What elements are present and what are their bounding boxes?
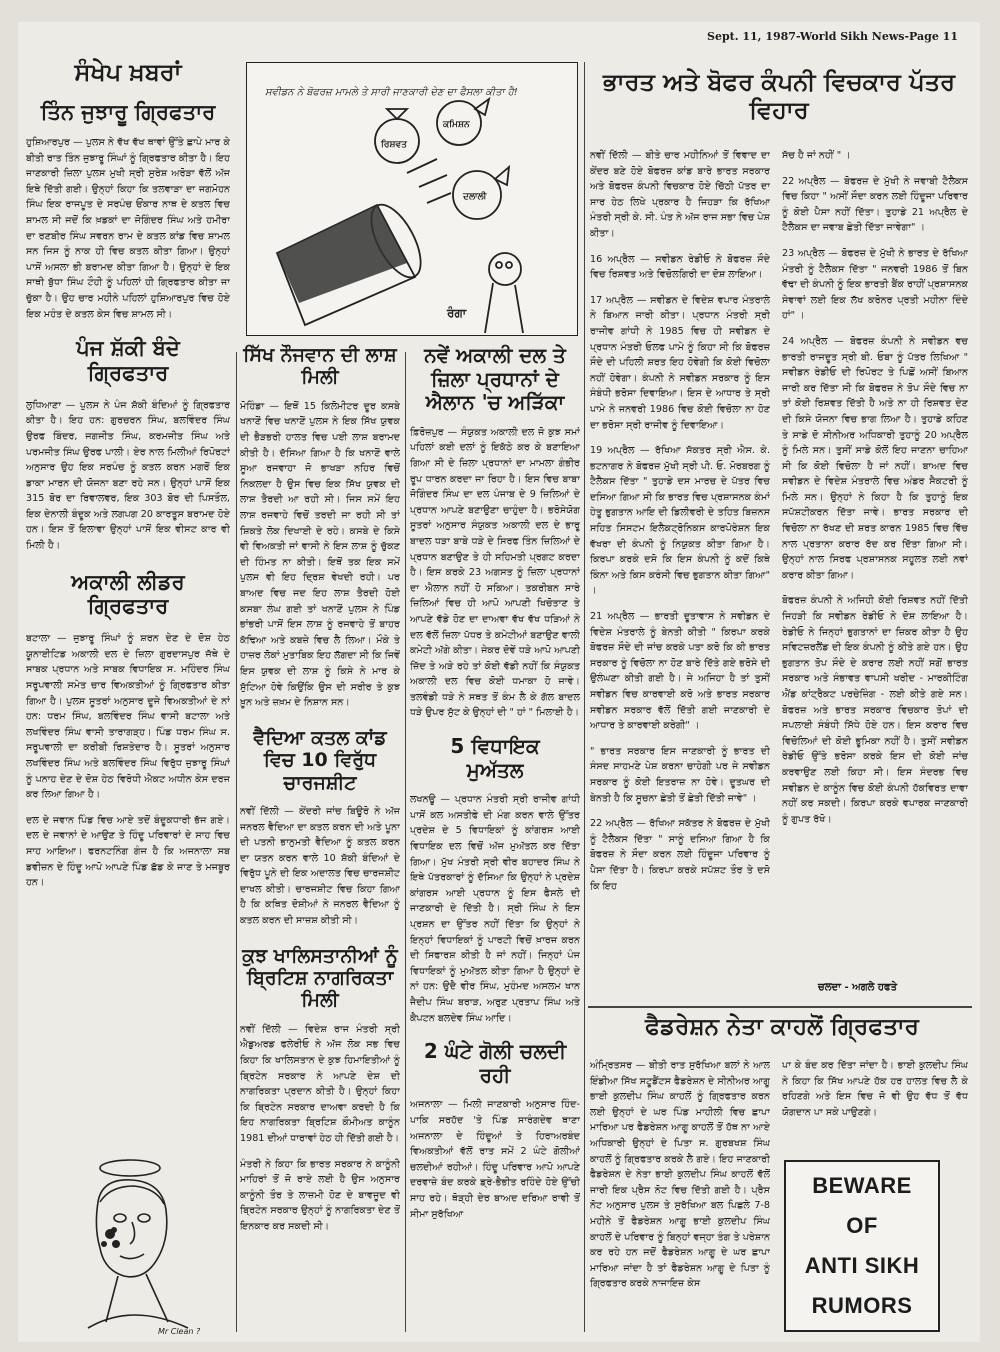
article-body: 16 ਅਪ੍ਰੈਲ — ਸਵੀਡਨ ਰੇਡੀਓ ਨੇ ਬੋਫਰਜ਼ ਸੌਦੇ ਵਿਚ ਰਿਸ਼ਵਤ ਅਤੇ ਵਿਚੋਲਗਿਰੀ ਦਾ ਦੋਸ਼ ਲਾਇਆ। — [590, 253, 770, 281]
article-head: ਸਿੱਖ ਨੌਜਵਾਨ ਦੀ ਲਾਸ਼ ਮਿਲੀ — [243, 344, 397, 389]
article-body: " ਭਾਰਤ ਸਰਕਾਰ ਇਸ ਜਾਣਕਾਰੀ ਨੂੰ ਭਾਰਤ ਦੀ ਸੰਸਦ ਸਾਹਮਣੇ ਪੇਸ਼ ਕਰਨਾ ਚਾਹੇਗੀ ਪਰ ਜੇ ਸਵੀਡਨ ਸਰਕਾਰ ਨੂੰ ਕੋਈ ਇਤਰਾਜ਼ ਨਾ ਹੋਵੇ। ਦੂਤਘਰ ਦੀ ਬੇਨਤੀ ਹੈ ਕਿ ਸੂਚਨਾ ਛੇਤੀ ਤੋਂ ਛੇਤੀ ਦਿੱਤੀ ਜਾਵੇ" । — [590, 745, 770, 804]
smudge-mark — [112, 1240, 120, 1248]
article-body: ਦਲ ਦੇ ਜਵਾਨ ਪਿੰਡ ਵਿਚ ਆਏ ਤਦੋਂ ਬੰਦੂਕਧਾਰੀ ਭੱਜ ਗਏ। ਦਲ ਦੇ ਜਵਾਨਾਂ ਦੇ ਆਉਣ ਤੇ ਹਿੰਦੂ ਪਰਿਵਾਰਾਂ ਦੇ ਸਾਹ ਵਿਚ ਸਾਹ ਆਇਆ। ਫਰਨਟਨਿੰਗ ਗੰਜ ਹੈ ਕਿ ਅਜਨਾਲਾ ਸਬ ਡਵੀਜ਼ਨ ਦੇ ਹਿੰਦੂ ਆਪੋ ਆਪਣੇ ਪਿੰਡ ਛੱਡ ਕੇ ਜਾਣ ਤੇ ਮਜਬੂਰ ਹਨ। — [26, 814, 230, 889]
cartoon-panel — [246, 62, 578, 336]
article-head: ਨਵੇਂ ਅਕਾਲੀ ਦਲ ਤੇ ਜ਼ਿਲਾ ਪ੍ਰਧਾਨਾਂ ਦੇ ਐਲਾਨ 'ਚ ਅੜਿੱਕਾ — [424, 344, 566, 415]
cartoon-caption: Mr Clean ? — [158, 1327, 201, 1336]
hair-shape — [100, 1186, 164, 1204]
section-title: ਸੰਖੇਪ ਖ਼ਬਰਾਂ — [74, 58, 182, 86]
beware-line: OF — [846, 1213, 878, 1238]
column-3 — [410, 344, 580, 1344]
article-body: ਬੋਫਰਜ਼ ਕੰਪਨੀ ਨੇ ਅਜਿਹੀ ਕੋਈ ਰਿਸ਼ਵਤ ਨਹੀਂ ਦਿੱਤੀ ਜਿਹੜੀ ਕਿ ਸਵੀਡਨ ਰੇਡੀਓ ਨੇ ਦੋਸ਼ ਲਾਇਆ ਹੈ। ਰੇਡੀਓ ਨੇ ਜਿਨ੍ਹਾਂ ਭੁਗਤਾਨਾਂ ਦਾ ਜ਼ਿਕਰ ਕੀਤਾ ਹੈ ਉਹ ਸਵਿਟਜ਼ਰਲੈਂਡ ਦੀ ਇਕ ਕੰਪਨੀ ਨੂੰ ਕੀਤੇ ਗਏ ਹਨ। ਉਹ ਭੁਗਤਾਨ ਤੋਪ ਸੌਦੇ ਦੇ ਕਰਾਰ ਲਈ ਨਹੀਂ ਸਗੋਂ ਭਾਰਤ ਸਰਕਾਰ ਅਤੇ ਸੰਭਾਵਤ ਵਾਪਸੀ ਖਰੀਦ - ਮਾਰਕੀਟਿੰਗ ਐਂਡ ਕਾਂਟ੍ਰੈਕਟ ਪਰਚੇਜ਼ਿੰਗ - ਲਈ ਕੀਤੇ ਗਏ ਸਨ। ਬੋਫਰਜ਼ ਅਤੇ ਭਾਰਤ ਸਰਕਾਰ ਵਿਚਕਾਰ ਤੋਪਾਂ ਦੀ ਸਪਲਾਈ ਸੰਬੰਧੀ ਸਿੱਧੇ ਹੋਏ ਹਨ। ਇਸ ਕਰਾਰ ਵਿਚ ਵਿਚੋਲਿਆਂ ਦੀ ਕੋਈ ਭੂਮਿਕਾ ਨਹੀਂ ਹੈ। ਤੁਸੀਂ ਸਵੀਡਨ ਰੇਡੀਓ ਉੱਤੇ ਭਰੋਸਾ ਕਰਕੇ ਇਸ ਦੀ ਕੋਈ ਜਾਂਚ ਕਰਵਾਉਣ ਲਈ ਕਿਹਾ ਸੀ। ਇਸ ਸੰਦਰਭ ਵਿਚ ਸਵੀਡਨ ਦੇ ਕਾਨੂੰਨ ਵਿਚ ਕੋਈ ਕੰਪਨੀ ਹੱਕਵਿਰਤ ਦਾਵਾ ਨਹੀਂ ਕਰ ਸਕਦੀ। ਕਿਰਪਾ ਕਰਕੇ ਵਪਾਰਕ ਜਾਣਕਾਰੀ ਨੂੰ ਗੁਪਤ ਰੱਖੋ। — [782, 595, 968, 825]
divider-line — [588, 1006, 972, 1008]
man-head — [489, 253, 521, 285]
article-body: ਮੋਹਿੰਡਾ — ਇਥੋਂ 15 ਕਿਲੋਮੀਟਰ ਦੂਰ ਕਸਬੇ ਖਨਾਣੋਂ ਵਿਚ ਖਨਾਣੋਂ ਪੁਲਸ ਨੇ ਇਕ ਸਿੱਖ ਯੁਵਕ ਦੀ ਭੈੜਭਰੀ ਹਾਲਤ ਵਿਚ ਪਈ ਲਾਸ਼ ਬਰਾਮਦ ਕੀਤੀ ਹੈ। ਦੱਸਿਆ ਗਿਆ ਹੈ ਕਿ ਖਨਾਣੋਂ ਵਾਲੇ ਸੂਆ ਰਜਵਾਹਾ ਜੋ ਭਾਖੜਾ ਨਹਿਰ ਵਿਚੋਂ ਨਿਕਲਦਾ ਹੈ ਉਸ ਵਿਚ ਇਕ ਸਿੱਖ ਯੁਵਕ ਦੀ ਲਾਸ਼ ਤੈਰਦੀ ਆ ਰਹੀ ਸੀ। ਜਿਸ ਸਮੇਂ ਇਹ ਲਾਸ਼ ਰਜਵਾਹੇ ਵਿਚੋਂ ਤਰਦੀ ਜਾ ਰਹੀ ਸੀ ਤਾਂ ਸ਼ਿਕਤੇ ਲੋਕ ਦਿਖਾਈ ਦੇ ਰਹੇ। ਕਸਬੇ ਦੇ ਕਿਸੇ ਵੀ ਵਿਅਕਤੀ ਜਾਂ ਵਾਸੀ ਨੇ ਇਸ ਲਾਸ਼ ਨੂੰ ਚੁੱਕਣ ਦੀ ਹਿੰਮਤ ਨਾ ਕੀਤੀ। ਇਥੋਂ ਤਕ ਇਕ ਸਮੇਂ ਪੁਲਸ ਵੀ ਇਹ ਦ੍ਰਿਸ਼ ਵੇਖਦੀ ਰਹੀ। ਪਰ ਬਾਅਦ ਵਿਚ ਜਦ ਇਹ ਲਾਸ਼ ਤੈਰਦੀ ਹੋਈ ਕਸਬਾ ਲੰਘ ਗਈ ਤਾਂ ਖਨਾਣੋਂ ਪੁਲਸ ਨੇ ਪਿੰਡ ਭਾਂਭਰੀ ਪਾਸੋਂ ਇਸ ਲਾਸ਼ ਨੂੰ ਰਜਵਾਹੇ ਤੋਂ ਬਾਹਰ ਕੱਢਿਆ ਅਤੇ ਕਬਜ਼ੇ ਵਿਚ ਲੈ ਲਿਆ। ਮੌਕੇ ਤੇ ਹਾਜ਼ਰ ਲੋਕਾਂ ਮੁਤਾਬਿਕ ਇਹ ਲੱਗਦਾ ਸੀ ਕਿ ਜਿਵੇਂ ਇਸ ਯੁਵਕ ਦੀ ਲਾਸ਼ ਨੂੰ ਕਿਸੇ ਨੇ ਮਾਰ ਕੇ ਸੁੱਟਿਆ ਹੋਵੇ ਕਿਉਂਕਿ ਉਸ ਦੀ ਸਰੀਰ ਤੇ ਕੁਝ ਖ਼ੂਨ ਅਤੇ ਜ਼ਖ਼ਮ ਦੇ ਨਿਸ਼ਾਨ ਸਨ। — [240, 400, 400, 709]
continued-note: ਚਲਦਾ - ਅਗਲੇ ਹਫਤੇ — [818, 982, 897, 993]
article-body: ਸੱਚ ਹੈ ਜਾਂ ਨਹੀਂ " । — [782, 150, 851, 161]
mouth-shape — [120, 1254, 144, 1259]
bag-label: ਕਮਿਸ਼ਨ — [443, 120, 470, 130]
collar-shape — [88, 1274, 188, 1328]
bag-label: ਦਲਾਲੀ — [463, 192, 487, 202]
article-body: ਅੰਮ੍ਰਿਤਸਰ — ਬੀਤੀ ਰਾਤ ਸੁਰੱਖਿਆ ਬਲਾਂ ਨੇ ਆਲ ਇੰਡੀਆ ਸਿੱਖ ਸਟੂਡੈਂਟਸ ਫੈਡਰੇਸ਼ਨ ਦੇ ਸੀਨੀਅਰ ਆਗੂ ਭਾਈ ਕੁਲਦੀਪ ਸਿੰਘ ਕਾਹਲੋਂ ਨੂੰ ਗ੍ਰਿਫਤਾਰ ਕਰਨ ਲਈ ਉਨ੍ਹਾਂ ਦੇ ਘਰ ਪਿੰਡ ਮਾਹੀਲੀ ਵਿਚ ਛਾਪਾ ਮਾਰਿਆ ਪਰ ਫੈਡਰੇਸ਼ਨ ਆਗੂ ਕਾਹਲੋਂ ਤੋਂ ਹੱਥ ਨਾ ਆਏ ਅਧਿਕਾਰੀ ਉਨ੍ਹਾਂ ਦੇ ਪਿਤਾ ਸ. ਗੁਰਬਖਸ਼ ਸਿੰਘ ਕਾਹਲੋਂ ਨੂੰ ਗ੍ਰਿਫਤਾਰ ਕਰਕੇ ਲੈ ਗਏ। ਇਹ ਜਾਣਕਾਰੀ ਫੈਡਰੇਸ਼ਨ ਦੇ ਨੇਤਾ ਭਾਈ ਕੁਲਦੀਪ ਸਿੰਘ ਕਾਹਲੋਂ ਵੱਲੋਂ ਜਾਰੀ ਇਕ ਪ੍ਰੈਸ ਨੋਟ ਵਿਚ ਦਿੱਤੀ ਗਈ ਹੈ। ਪ੍ਰੈਸ ਨੋਟ ਅਨੁਸਾਰ ਪੁਲਸ ਤੇ ਸੁਰੱਖਿਆ ਬਲ ਪਿਛਲੇ 7-8 ਮਹੀਨੇ ਤੋਂ ਫੈਡਰੇਸ਼ਨ ਆਗੂ ਭਾਈ ਕੁਲਦੀਪ ਸਿੰਘ ਕਾਹਲੋਂ ਦੇ ਪਰਿਵਾਰ ਨੂੰ ਬਿਨ੍ਹਾਂ ਵਜ੍ਹਾ ਤੰਗ ਤੇ ਪਰੇਸ਼ਾਨ ਕਰ ਰਹੇ ਹਨ ਜਦੋਂ ਫੈਡਰੇਸ਼ਨ ਆਗੂ ਦੇ ਘਰ ਛਾਪਾ ਮਾਰਿਆ ਜਾਂਦਾ ਹੈ ਤਾਂ ਫੈਡਰੇਸ਼ਨ ਆਗੂ ਦੇ ਪਿਤਾ ਨੂੰ ਗ੍ਰਿਫਤਾਰ ਕਰਕੇ ਨਾਜਾਇਜ਼ ਕੇਸ — [590, 1060, 770, 1290]
article-body: 17 ਅਪ੍ਰੈਲ — ਸਵੀਡਨ ਦੇ ਵਿਦੇਸ਼ ਵਪਾਰ ਮੰਤਰਾਲੇ ਨੇ ਬਿਆਨ ਜਾਰੀ ਕੀਤਾ। ਪ੍ਰਧਾਨ ਮੰਤਰੀ ਸ੍ਰੀ ਰਾਜੀਵ ਗਾਂਧੀ ਨੇ 1985 ਵਿਚ ਹੀ ਸਵੀਡਨ ਦੇ ਪ੍ਰਧਾਨ ਮੰਤਰੀ ਓਲਫ ਪਾਮੇ ਨੂੰ ਕਿਹਾ ਸੀ ਕਿ ਬੋਫਰਜ਼ ਸੌਦੇ ਦੀ ਪਹਿਲੀ ਸ਼ਰਤ ਇਹ ਹੋਵੇਗੀ ਕਿ ਕੋਈ ਵਿਚੋਲਾ ਨਹੀਂ ਹੋਵੇਗਾ। ਕੰਪਨੀ ਨੇ ਸਵੀਡਨ ਸਰਕਾਰ ਨੂੰ ਇਸ ਸੰਬੰਧੀ ਭਰੋਸਾ ਦਿਵਾਇਆ। ਇਸ ਦੇ ਆਧਾਰ ਤੇ ਸ੍ਰੀ ਪਾਮੇ ਨੇ ਜਨਵਰੀ 1986 ਵਿਚ ਕੋਈ ਵਿਚੋਲਾ ਨਾ ਹੋਣ ਦਾ ਭਰੋਸਾ ਸ੍ਰੀ ਰਾਜੀਵ ਨੂੰ ਦਿਵਾਇਆ। — [590, 294, 770, 431]
column-rule — [584, 62, 585, 1332]
column-4c — [590, 1058, 770, 1338]
article-body: ਨਵੀਂ ਦਿੱਲੀ — ਵਿਦੇਸ਼ ਰਾਜ ਮੰਤਰੀ ਸ੍ਰੀ ਐਡੁਅਰਡ ਫਲੇਰੀਓ ਨੇ ਅੱਜ ਲੋਕ ਸਭ ਵਿਚ ਕਿਹਾ ਕਿ ਖਾਲਿਸਤਾਨ ਦੇ ਕੁਝ ਹਿਮਾਇਤੀਆਂ ਨੂੰ ਬ੍ਰਿਟੇਨ ਸਰਕਾਰ ਨੇ ਆਪਣੇ ਦੇਸ਼ ਦੀ ਨਾਗਰਿਕਤਾ ਪ੍ਰਦਾਨ ਕੀਤੀ ਹੈ। ਉਨ੍ਹਾਂ ਕਿਹਾ ਕਿ ਬ੍ਰਿਟੇਨ ਸਰਕਾਰ ਦਾਅਵਾ ਕਰਦੀ ਹੈ ਕਿ ਇਹ ਨਾਗਰਿਕਤਾ ਬ੍ਰਿਟਿਸ਼ ਕੌਮੀਅਤ ਕਾਨੂੰਨ 1981 ਦੀਆਂ ਧਾਰਾਵਾਂ ਹੇਠ ਹੀ ਦਿੱਤੀ ਗਈ ਹੈ। — [240, 1023, 400, 1145]
running-head: Sept. 11, 1987-World Sikh News-Page 11 — [707, 30, 958, 43]
cartoon-caption: ਸਵੀਡਨ ਨੇ ਬੋਫਰਜ਼ ਮਾਮਲੇ ਤੇ ਸਾਰੀ ਜਾਣਕਾਰੀ ਦੇਣ ਦਾ ਫੈਸਲਾ ਕੀਤਾ ਹੈ! — [265, 87, 518, 98]
article-body: ਨਵੀਂ ਦਿੱਲੀ — ਬੀਤੇ ਚਾਰ ਮਹੀਨਿਆਂ ਤੋਂ ਵਿਵਾਦ ਦਾ ਕੇਂਦਰ ਬਣੇ ਹੋਏ ਬੋਫਰਜ਼ ਕਾਂਡ ਬਾਰੇ ਭਾਰਤ ਸਰਕਾਰ ਅਤੇ ਬੋਫਰਜ਼ ਕੰਪਨੀ ਵਿਚਕਾਰ ਹੋਏ ਚਿੱਠੀ ਪੱਤਰ ਦਾ ਸਾਰ ਹੇਠ ਲਿਖੇ ਪ੍ਰਕਾਰ ਹੈ ਜਿਹੜਾ ਕਿ ਰੱਖਿਆ ਮੰਤਰੀ ਸ੍ਰੀ ਕੇ. ਸੀ. ਪੰਤ ਨੇ ਅੱਜ ਰਾਜ ਸਭਾ ਵਿਚ ਪੇਸ਼ ਕੀਤਾ। — [590, 150, 770, 239]
article-body: ਮੰਤਰੀ ਨੇ ਕਿਹਾ ਕਿ ਭਾਰਤ ਸਰਕਾਰ ਨੇ ਕਾਨੂੰਨੀ ਮਾਹਿਰਾਂ ਤੋਂ ਜੋ ਰਾਏ ਲਈ ਹੈ ਉਸ ਅਨੁਸਾਰ ਕਾਨੂੰਨੀ ਤੌਰ ਤੇ ਲਾਜ਼ਮੀ ਹੋਣ ਦੇ ਬਾਵਜੂਦ ਵੀ ਬ੍ਰਿਟੇਨ ਸਰਕਾਰ ਉਨ੍ਹਾਂ ਨੂੰ ਨਾਗਰਿਕਤਾ ਦੇਣ ਤੋਂ ਇਨਕਾਰ ਕਰ ਸਕਦੀ ਸੀ। — [240, 1158, 400, 1232]
halo-shape — [100, 1160, 160, 1176]
cartoon-drawing — [247, 63, 577, 335]
man-eye — [506, 262, 512, 268]
article-head: 5 ਵਿਧਾਇਕ ਮੁਅੱਤਲ — [450, 734, 540, 782]
column-rule — [405, 352, 406, 1332]
man-eye — [496, 262, 502, 268]
article-head: ਫੈਡਰੇਸ਼ਨ ਨੇਤਾ ਕਾਹਲੋਂ ਗ੍ਰਿਫਤਾਰ — [645, 1014, 919, 1040]
cartoonist-signature: ਰੰਗਾ — [447, 306, 467, 320]
article-body: 24 ਅਪ੍ਰੈਲ — ਬੋਫਰਜ਼ ਕੰਪਨੀ ਨੇ ਸਵੀਡਨ ਵਚ ਭਾਰਤੀ ਰਾਜਦੂਤ ਸ੍ਰੀ ਬੀ. ਓਬਾ ਨੂੰ ਪੱਤਰ ਲਿਖਿਆ " ਸਵੀਡਨ ਰੇਡੀਓ ਦੀ ਰਿਪੋਰਟ ਤੇ ਪਿਛੋਂ ਅਸੀਂ ਬਿਆਨ ਜਾਰੀ ਕਰ ਦਿੱਤਾ ਸੀ ਕਿ ਬੋਫਰਜ਼ ਨੇ ਤੋਪ ਸੌਦੇ ਵਿਚ ਨਾ ਤਾਂ ਕੋਈ ਰਿਸ਼ਵਤ ਦਿੱਤੀ ਹੈ ਅਤੇ ਨਾ ਹੀ ਰਿਸ਼ਵਤ ਦੇਣ ਦੀ ਕਿਸੇ ਯੋਜਨਾ ਵਿਚ ਭਾਗ ਲਿਆ ਹੈ। ਤੁਹਾਡੇ ਕਹਿਣ ਤੇ ਸਾਡੇ ਦੋ ਸੀਨੀਅਰ ਅਧਿਕਾਰੀ ਤੁਹਾਨੂੰ 20 ਅਪ੍ਰੈਲ ਨੂੰ ਮਿਲੇ ਸਨ। ਤੁਸੀਂ ਸਾਡੇ ਕੋਲੋਂ ਇਹ ਜਾਣਨਾ ਚਾਹਿਆ ਸੀ ਕਿ ਕੋਈ ਵਿਚੋਲਾ ਹੈ ਜਾਂ ਨਹੀਂ। ਬਾਅਦ ਵਿਚ ਸਵੀਡਨ ਦੇ ਵਿਦੇਸ਼ ਮੰਤਰਾਲੇ ਵਿਚ ਅੰਡਰ ਸੈਕਟਰੀ ਨੂੰ ਮਿਲੇ ਸਨ। ਉਨ੍ਹਾਂ ਨੇ ਕਿਹਾ ਹੈ ਕਿ ਤੁਹਾਨੂੰ ਇਕ ਸਪੱਸ਼ਟੀਕਰਨ ਦਿੱਤਾ ਜਾਵੇ। ਭਾਰਤ ਸਰਕਾਰ ਦੀ ਵਿਚੋਲਾ ਨਾ ਰੱਖਣ ਦੀ ਸ਼ਰਤ ਕਾਰਨ 1985 ਵਿਚ ਵਿੱਚ ਨਾਲ ਪ੍ਰਤਾਨਾ ਕਰਾਰ ਰੱਦ ਕਰ ਦਿੱਤਾ ਗਿਆ ਸੀ। ਉਨ੍ਹਾਂ ਨਾਲ ਸਿਰਫ ਪ੍ਰਸ਼ਾਸਨਕ ਸਹੂਲਤ ਲਈ ਨਵਾਂ ਕਰਾਰ ਕੀਤਾ ਗਿਆ। — [782, 335, 968, 581]
article-head: ਪੰਜ ਸ਼ੱਕੀ ਬੰਦੇ ਗ੍ਰਿਫਤਾਰ — [76, 336, 180, 385]
beware-line: RUMORS — [811, 1293, 913, 1318]
column-2 — [240, 344, 400, 1344]
motion-lines — [407, 159, 451, 203]
article-body: ਹੁਸ਼ਿਆਰਪੁਰ — ਪੁਲਸ ਨੇ ਵੱਖ ਵੱਖ ਥਾਵਾਂ ਉੱਤੇ ਛਾਪੇ ਮਾਰ ਕੇ ਬੀਤੀ ਰਾਤ ਤਿੰਨ ਜੁਝਾਰੂ ਸਿੰਘਾਂ ਨੂੰ ਗ੍ਰਿਫਤਾਰ ਕੀਤਾ ਹੈ। ਇਹ ਜਾਣਕਾਰੀ ਜ਼ਿਲਾ ਪੁਲਸ ਮੁਖੀ ਸ੍ਰੀ ਸੁਰੇਸ਼ ਅਰੋੜਾ ਵੱਲੋਂ ਅੱਜ ਇਥੇ ਦਿੱਤੀ ਗਈ। ਉਨ੍ਹਾਂ ਕਿਹਾ ਕਿ ਤਲਵਾੜਾ ਦਾ ਜਗਮੋਹਨ ਸਿੰਘ ਇਕ ਰਾਜਪੂਤ ਦੇ ਸਰਪੰਚ ਓਂਕਾਰ ਨਾਥ ਦੇ ਕਤਲ ਵਿਚ ਸ਼ਾਮਲ ਸੀ ਜਦੋਂ ਕਿ ਖ਼ਡਕਾਂ ਦਾ ਜੋਗਿੰਦਰ ਸਿੰਘ ਅਤੇ ਹਮੀਰਾ ਦਾ ਰਣਬੀਰ ਸਿੰਘ ਸਵਰਨ ਰਾਮ ਦੇ ਕਤਲ ਕਾਂਡ ਵਿਚ ਸ਼ਾਮਲ ਸਨ ਜਿਸ ਨੂੰ ਨਾਕ ਹੀ ਵਿਚ ਕਤਲ ਕੀਤਾ ਗਿਆ। ਉਨ੍ਹਾਂ ਪਾਸੋਂ ਅਸਲਾ ਭੀ ਬਰਾਮਦ ਕੀਤਾ ਗਿਆ ਹੈ। ਉਨ੍ਹਾਂ ਦੇ ਇਕ ਸਾਥੀ ਬੁੱਧਾ ਸਿੰਘ ਟੌਹੀ ਨੂੰ ਪਹਿਲਾਂ ਹੀ ਗ੍ਰਿਫਤਾਰ ਕੀਤਾ ਜਾ ਚੁੱਕਾ ਹੈ। ਉਹ ਚਾਰ ਮਹੀਨੇ ਪਹਿਲਾਂ ਹੁਸ਼ਿਆਰਪੁਰ ਵਿਚ ਹੋਏ ਇਕ ਮਹੰਤ ਦੇ ਕਤਲ ਕੇਸ ਵਿਚ ਸ਼ਾਮਲ ਸੀ। — [26, 137, 230, 320]
bag-label: ਰਿਸ਼ਵਤ — [381, 140, 407, 150]
article-body: ਪਾ ਕੇ ਬੰਦ ਕਰ ਦਿੱਤਾ ਜਾਂਦਾ ਹੈ। ਭਾਈ ਕੁਲਦੀਪ ਸਿੰਘ ਨੇ ਕਿਹਾ ਕਿ ਸਿੱਖ ਆਪਣੇ ਹੱਕ ਹਰ ਹਾਲਤ ਵਿਚ ਲੈ ਕੇ ਰਹਿਣਗੇ ਅਤੇ ਇਸ ਵਿਚ ਜੋ ਵੀ ਉਹ ਵੱਧ ਤੋਂ ਵੱਧ ਯੋਗਦਾਨ ਪਾ ਸਕੇ ਪਾਉਣਗੇ। — [782, 1060, 968, 1118]
article-body: 22 ਅਪ੍ਰੈਲ — ਰੱਖਿਆ ਸਕੱਤਰ ਨੇ ਬੋਫਰਜ਼ ਦੇ ਮੁੱਖੀ ਨੂੰ ਟੈਲੈਕਸ ਦਿੱਤਾ " ਸਾਨੂੰ ਦਸਿਆ ਗਿਆ ਹੈ ਕਿ ਬੋਫਰਜ਼ ਨੇ ਸੌਦਾ ਕਰਨ ਲਈ ਹਿੰਦੂਜਾ ਪਰਿਵਾਰ ਨੂੰ ਪੈਸਾ ਦਿੱਤਾ ਹੈ। ਕਿਰਪਾ ਕਰਕੇ ਸਪੱਸ਼ਟ ਤੌਰ ਤੇ ਦਸੋ ਕਿ ਇਹ — [590, 818, 770, 892]
beware-line: BEWARE — [812, 1173, 912, 1198]
article-body: ਅਜਨਾਲਾ — ਮਿਲੀ ਜਾਣਕਾਰੀ ਅਨੁਸਾਰ ਹਿੰਦ-ਪਾਕਿ ਸਰਹੱਦ 'ਤੇ ਪਿੰਡ ਸਾਰੰਗਦੇਵ ਥਾਣਾ ਅਜਨਾਲਾ ਦੇ ਹਿੰਦੂਆਂ ਤੇ ਹਿਰਾਅਰਬੰਦ ਵਿਅਕਤੀਆਂ ਵੱਲੋਂ ਰਾਤ ਸਮੇਂ 2 ਘੰਟੇ ਗੋਲੀਆਂ ਚਲਦੀਆਂ ਰਹੀਆਂ। ਹਿੰਦੂ ਪਰਿਵਾਰ ਆਪੋ ਆਪਣੇ ਦਰਵਾਜ਼ੇ ਬੰਦ ਕਰਕੇ ਡ੍ਰੇ-ਭੈਭੀਤ ਰਹਿੰਦੇ ਹੋਏ ਉੱਚੀ ਸਾਹ ਰਹੇ। ਥੋੜ੍ਹੀ ਦੇਰ ਬਾਅਦ ਦਰਿਆ ਰਾਵੀ ਤੋਂ ਸੀਮਾ ਸੁਰੱਖਿਆ — [410, 1099, 580, 1220]
column-4b — [782, 148, 968, 1018]
smudge-mark — [101, 1241, 107, 1247]
column-4a — [590, 148, 770, 1018]
article-body: ਲਖਨਊ — ਪ੍ਰਧਾਨ ਮੰਤਰੀ ਸ੍ਰੀ ਰਾਜੀਵ ਗਾਂਧੀ ਪਾਸੋਂ ਕਲ ਅਸਤੀਫੇ ਦੀ ਮੰਗ ਕਰਨ ਵਾਲੇ ਉੱਤਰ ਪ੍ਰਦੇਸ਼ ਦੇ 5 ਵਿਧਾਇਕਾਂ ਨੂੰ ਕਾਂਗਰਸ ਆਈ ਵਿਧਾਇਕ ਦਲ ਵਿਚੋਂ ਅੱਜ ਮੁਅੱਤਲ ਕਰ ਦਿੱਤਾ ਗਿਆ। ਮੁੱਖ ਮੰਤਰੀ ਸ੍ਰੀ ਵੀਰ ਬਹਾਦਰ ਸਿੰਘ ਨੇ ਇਥੇ ਪੱਤਰਕਾਰਾਂ ਨੂੰ ਦੱਸਿਆ ਕਿ ਉਨ੍ਹਾਂ ਨੇ ਪ੍ਰਦੇਸ਼ ਕਾਂਗਰਸ ਆਈ ਪ੍ਰਧਾਨ ਨੂੰ ਇਸ ਫੈਸਲੇ ਦੀ ਜਾਣਕਾਰੀ ਦੇ ਦਿੱਤੀ ਹੈ। ਸ੍ਰੀ ਸਿੰਘ ਨੇ ਇਸ ਪ੍ਰਸ਼ਨ ਦਾ ਉੱਤਰ ਨਹੀਂ ਦਿੱਤਾ ਕਿ ਉਨ੍ਹਾਂ ਨੇ ਇਨ੍ਹਾਂ ਵਿਧਾਇਕਾਂ ਨੂੰ ਪਾਰਟੀ ਵਿਚੋਂ ਖ਼ਾਰਜ ਕਰਨ ਦੀ ਸਿਫਾਰਸ਼ ਕੀਤੀ ਹੈ ਜਾਂ ਨਹੀਂ। ਜਿਨ੍ਹਾਂ ਪੰਜ ਵਿਧਾਇਕਾਂ ਨੂੰ ਮੁਅੱਤਲ ਕੀਤਾ ਗਿਆ ਹੈ ਉਨ੍ਹਾਂ ਦੇ ਨਾਂ ਹਨ: ਉਦੈ ਵੀਰ ਸਿੰਘ, ਮੁਹੰਮਦ ਅਸਲਮ ਖਾਨ ਜੈਦੀਪ ਸਿੰਘ ਬਰਾੜ, ਅਰੁਣ ਪ੍ਰਤਾਪ ਸਿੰਘ ਅਤੇ ਕੈਪਟਨ ਬਲਦੇਵ ਸਿੰਘ ਆਦਿ। — [410, 794, 580, 1024]
article-body: 22 ਅਪ੍ਰੈਲ — ਬੋਫਰਜ਼ ਦੇ ਮੁੱਖੀ ਨੇ ਜਵਾਬੀ ਟੈਲੈਕਸ ਵਿਚ ਕਿਹਾ " ਅਸੀਂ ਸੌਦਾ ਕਰਨ ਲਈ ਹਿੰਦੂਜਾ ਪਰਿਵਾਰ ਨੂੰ ਕੋਈ ਪੈਸਾ ਨਹੀਂ ਦਿੱਤਾ। ਤੁਹਾਡੇ 21 ਅਪ੍ਰੈਲ ਦੇ ਟੈਲੈਕਸ ਦਾ ਜਵਾਬ ਛੇਤੀ ਦਿੱਤਾ ਜਾਵੇਗਾ" । — [782, 175, 968, 234]
article-head: ਅਕਾਲੀ ਲੀਡਰ ਗ੍ਰਿਫਤਾਰ — [71, 569, 185, 619]
article-head: 2 ਘੰਟੇ ਗੋਲੀ ਚਲਦੀ ਰਹੀ — [423, 1039, 567, 1087]
nose-shape — [130, 1222, 135, 1244]
newspaper-page — [18, 22, 980, 1342]
column-1 — [26, 58, 230, 1148]
article-body: 23 ਅਪ੍ਰੈਲ — ਬੋਫਰਜ਼ ਦੇ ਮੁੱਖੀ ਨੇ ਭਾਰਤ ਦੇ ਰੱਖਿਆ ਮੰਤਰੀ ਨੂੰ ਟੈਲੈਕਸ ਦਿੱਤਾ " ਜਨਵਰੀ 1986 ਤੋਂ ਬਿਨ ਵੱਢਾ ਦੀ ਕੰਪਨੀ ਨੂੰ ਇਕ ਭਾਰਤੀ ਬੈਂਕ ਰਾਹੀਂ ਪ੍ਰਸ਼ਾਸਨਕ ਸੇਵਾਵਾਂ ਲਈ ਇਕ ਲੱਖ ਕਰੋਨਰ ਪ੍ਰਤੀ ਮਹੀਨਾ ਦਿੰਦੇ ਹਾਂ" । — [782, 247, 968, 322]
bag-tie — [387, 109, 407, 119]
article-body: 21 ਅਪ੍ਰੈਲ — ਭਾਰਤੀ ਦੂਤਾਵਾਸ ਨੇ ਸਵੀਡਨ ਦੇ ਵਿਦੇਸ਼ ਮੰਤਰਾਲੇ ਨੂੰ ਬੇਨਤੀ ਕੀਤੀ " ਕਿਰਪਾ ਕਰਕੇ ਬੋਫਰਜ਼ ਸੌਦੇ ਦੀ ਜਾਂਚ ਕਰਕੇ ਪਤਾ ਕਰੋ ਕਿ ਕੀ ਭਾਰਤ ਸਰਕਾਰ ਨੂੰ ਵਿਚੋਲਾ ਨਾ ਹੋਣ ਬਾਰੇ ਦਿੱਤੇ ਗਏ ਭਰੋਸੇ ਦੀ ਉਲੰਘਣਾ ਕੀਤੀ ਗਈ ਹੈ। ਜੇ ਅਜਿਹਾ ਹੈ ਤਾਂ ਤੁਸੀਂ ਸਵੀਡਨ ਵਿਚ ਕਾਰਵਾਈ ਕਰੋ ਅਤੇ ਭਾਰਤ ਸਰਕਾਰ ਸਵੀਡਨ ਸਰਕਾਰ ਵੱਲੋਂ ਦਿੱਤੀ ਗਈ ਜਾਣਕਾਰੀ ਦੇ ਆਧਾਰ ਤੇ ਕਾਰਵਾਈ ਕਰੇਗੀ" । — [590, 611, 770, 732]
article-head: ਵੈਦਿਆ ਕਤਲ ਕਾਂਡ ਵਿਚ 10 ਵਿਰੁੱਧ ਚਾਰਜਸ਼ੀਟ — [253, 726, 387, 794]
man-body — [485, 283, 523, 333]
bag-tie — [475, 99, 489, 115]
article-body: ਫ਼ਿਰੋਜ਼ਪੁਰ — ਸੰਯੁਕਤ ਅਕਾਲੀ ਦਲ ਜੋ ਕੁਝ ਸਮਾਂ ਪਹਿਲਾਂ ਕਈ ਦਲਾਂ ਨੂੰ ਇਕੱਠੇ ਕਰ ਕੇ ਬਣਾਇਆ ਗਿਆ ਸੀ ਦੇ ਜ਼ਿਲਾ ਪ੍ਰਧਾਨਾਂ ਦਾ ਮਾਮਲਾ ਗੰਭੀਰ ਰੂਪ ਧਾਰਨ ਕਰਦਾ ਜਾ ਰਿਹਾ ਹੈ। ਇਸ ਵਿਚ ਬਾਬਾ ਜੋਗਿੰਦਰ ਸਿੰਘ ਦਾ ਦਲ ਪੰਜਾਬ ਦੇ 9 ਜ਼ਿਲਿਆਂ ਦੇ ਪ੍ਰਧਾਨ ਆਪਣੇ ਬਣਾਉਣਾ ਚਾਹੁੰਦਾ ਹੈ। ਭਰੋਸੇਯੋਗ ਸੂਤਰਾਂ ਅਨੁਸਾਰ ਸੰਯੁਕਤ ਅਕਾਲੀ ਦਲ ਦੇ ਭਾਰੂ ਬਾਦਲ ਧੜਾ ਬਾਬੇ ਧੜੇ ਦੇ ਸਿਰਫ ਤਿੰਨ ਜ਼ਿਲਿਆਂ ਦੇ ਪ੍ਰਧਾਨ ਬਣਾਉਣ ਤੇ ਹੀ ਸਹਿਮਤੀ ਪ੍ਰਗਟ ਕਰਦਾ ਹੈ। ਇਸ ਕਰਕੇ 23 ਅਗਸਤ ਨੂੰ ਜ਼ਿਲਾ ਪ੍ਰਧਾਨਾਂ ਦਾ ਐਲਾਨ ਨਹੀਂ ਹੋ ਸਕਿਆ। ਤਕਰੀਬਨ ਸਾਰੇ ਜ਼ਿਲਿਆਂ ਵਿਚ ਹੀ ਆਪੋ ਆਪਣੀ ਖਿਚੋਤਾਣ ਤੇ ਆਪਣੇ ਵੱਡੇ ਹੋਣ ਦਾ ਦਾਅਵਾ ਵੱਖ ਵੱਖ ਧੜਿਆਂ ਨੇ ਦਲ ਵੱਲੋਂ ਜ਼ਿਲਾ ਪੱਧਰ ਤੇ ਕਮੇਟੀਆਂ ਬਣਾਉਣ ਵਾਲੀ ਕਮੇਟੀ ਅੱਗੇ ਕੀਤਾ। ਜੇਕਰ ਦੋਵੇਂ ਧੜੇ ਆਪੋ ਆਪਣੀ ਜ਼ਿੱਦ ਤੇ ਅੜੇ ਰਹੇ ਤਾਂ ਕੋਈ ਵੱਡੀ ਨਹੀਂ ਕਿ ਸੰਯੁਕਤ ਅਕਾਲੀ ਦਲ ਵਿਚ ਕੋਈ ਧਮਾਕਾ ਹੋ ਜਾਵੇ। ਤਲਵੰਡੀ ਧੜੇ ਨੇ ਸਥਤ ਤੋਂ ਕੰਮ ਲੈ ਕੇ ਗੱਲ ਬਾਦਲ ਧੜੇ ਉਪਰ ਸੁੱਟ ਕੇ ਉਨ੍ਹਾਂ ਦੀ " ਹਾਂ " ਮਿਲਾਈ ਹੈ। — [410, 426, 580, 719]
article-head: ਕੁਝ ਖਾਲਿਸਤਾਨੀਆਂ ਨੂੰ ਬ੍ਰਿਟਿਸ਼ ਨਾਗਰਿਕਤਾ ਮਿਲੀ — [242, 944, 398, 1012]
beware-notice-box — [784, 1160, 940, 1332]
article-body: ਬਟਾਲਾ — ਜੁਝਾਰੂ ਸਿੰਘਾਂ ਨੂੰ ਸ਼ਰਨ ਦੇਣ ਦੇ ਦੋਸ਼ ਹੇਠ ਯੂਨਾਈਟਿਡ ਅਕਾਲੀ ਦਲ ਦੇ ਜ਼ਿਲਾ ਗੁਰਦਾਸਪੁਰ ਜੱਥੇ ਦੇ ਸਾਬਕ ਪ੍ਰਧਾਨ ਅਤੇ ਸਾਬਕ ਵਿਧਾਇਕ ਸ. ਮਹਿੰਦਰ ਸਿੰਘ ਸਰੂਪਵਾਲੀ ਸਮੇਤ ਚਾਰ ਵਿਅਕਤੀਆਂ ਨੂੰ ਗ੍ਰਿਫਤਾਰ ਕੀਤਾ ਗਿਆ ਹੈ। ਪੁਲਸ ਸੂਤਰਾਂ ਅਨੁਸਾਰ ਦੂਜੇ ਵਿਅਕਤੀਆਂ ਦੇ ਨਾਂ ਹਨ: ਧਰਮ ਸਿੰਘ, ਬਲਵਿੰਦਰ ਸਿੰਘ ਵਾਸੀ ਬਟਾਲਾ ਅਤੇ ਲਖਵਿੰਦਰ ਸਿੰਘ ਵਾਸੀ ਤਾਰਾਗੜ੍ਹ। ਪਿੰਡ ਧਰਮ ਸਿੰਘ ਸ. ਸਰੂਪਵਾਲੀ ਦਾ ਕਰੀਬੀ ਰਿਸ਼ਤੇਦਾਰ ਹੈ। ਸੂਤਰਾਂ ਅਨੁਸਾਰ ਲਖਵਿੰਦਰ ਸਿੰਘ ਅਤੇ ਬਲਵਿੰਦਰ ਸਿੰਘ ਵਿਰੁੱਧ ਜੁਝਾਰੂ ਸਿੰਘਾਂ ਨੂੰ ਪਨਾਹ ਦੇਣ ਦੇ ਦੋਸ਼ ਹੇਠ ਵਿਰੋਧੀ ਐਕਟ ਅਧੀਨ ਕੇਸ ਦਰਜ ਕਰ ਲਿਆ ਗਿਆ ਹੈ। — [26, 633, 230, 801]
beware-line: ANTI SIKH — [804, 1253, 920, 1278]
column-4d — [782, 1058, 968, 1154]
smudge-mark — [111, 1227, 117, 1233]
column-rule — [236, 352, 237, 1332]
article-body: ਨਵੀਂ ਦਿੱਲੀ — ਕੇਂਦਰੀ ਜਾਂਚ ਬਿਊਰੋ ਨੇ ਅੱਜ ਜਨਰਲ ਵੈਦਿਆ ਦਾ ਕਤਲ ਕਰਨ ਦੀ ਅਤੇ ਪੂਨਾ ਦੀ ਪਤਨੀ ਭਾਨੁਮਤੀ ਵੈਦਿਆ ਨੂੰ ਕਤਲ ਕਰਨ ਦਾ ਯਤਨ ਕਰਨ ਵਾਲੇ 10 ਸ਼ੱਕੀ ਬੰਦਿਆਂ ਦੇ ਵਿਰੁੱਧ ਪੂਨੇ ਦੀ ਇਕ ਅਦਾਲਤ ਵਿਚ ਚਾਰਜਸ਼ੀਟ ਦਾਖਲ ਕੀਤੀ। ਚਾਰਜਸ਼ੀਟ ਵਿਚ ਕਿਹਾ ਗਿਆ ਹੈ ਕਿ ਕਥਿਤ ਦੋਸ਼ੀਆਂ ਨੇ ਜਨਰਲ ਵੈਦਿਆ ਨੂੰ ਕਤਲ ਕਰਨ ਦੀ ਸਾਜ਼ਸ਼ ਕੀਤੀ ਸੀ। — [240, 805, 400, 927]
eye-right — [138, 1214, 150, 1222]
article-head: ਭਾਰਤ ਅਤੇ ਬੋਫਰ ਕੰਪਨੀ ਵਿਚਕਾਰ ਪੱਤਰ ਵਿਹਾਰ — [603, 68, 955, 125]
eye-left — [114, 1214, 126, 1222]
article-body: 19 ਅਪ੍ਰੈਲ — ਰੱਖਿਆ ਸੱਕਤਰ ਸ੍ਰੀ ਐਸ. ਕੇ. ਭਟਨਾਗਰ ਨੇ ਬੋਫਰਜ਼ ਮੁੱਖੀ ਸ੍ਰੀ ਪੀ. ਓ. ਮੋਰਬਰਗ ਨੂੰ ਟੈਲੈਕਸ ਦਿੱਤਾ " ਤੁਹਾਡੇ ਦਸ ਮਾਰਚ ਦੇ ਪੱਤਰ ਵਿਚ ਦਸਿਆ ਗਿਆ ਸੀ ਕਿ ਭਾਰਤ ਵਿਚ ਪ੍ਰਸ਼ਾਸਨਕ ਕੰਮਾਂ ਹੇਤੂ ਭੁਗਤਾਨ ਆਇ ਦੀ ਡਿਲੀਵਰੀ ਦੇ ਤਹਿਤ ਬਿਜ਼ਨਸ ਸਹਿਤ ਸਿਸਟਮ ਇਲੈਕਟ੍ਰੋਨਿਕਸ ਕਾਰਪੋਰੇਸ਼ਨ ਇਕ ਵੱਖਰਾ ਦੀ ਕੰਪਨੀ ਨੂੰ ਨਿਯੁਕਤ ਕੀਤਾ ਗਿਆ ਹੈ। ਕਿਰਪਾ ਕਰਕੇ ਦਸੋ ਕਿ ਇਸ ਕੰਪਨੀ ਨੂੰ ਕਦੋਂ ਕਿਥੇ ਕਿੰਨਾ ਅਤੇ ਕਿਸ ਕਰੰਸੀ ਵਿਚ ਭੁਗਤਾਨ ਕੀਤਾ ਗਿਆ" । — [590, 445, 770, 597]
caricature-illustration — [58, 1152, 228, 1337]
article-head: ਤਿੰਨ ਜੁਝਾਰੂ ਗ੍ਰਿਫਤਾਰ — [40, 100, 216, 125]
article-body: ਲੁਧਿਆਣਾ — ਪੁਲਸ ਨੇ ਪੰਜ ਸ਼ੱਕੀ ਬੰਦਿਆਂ ਨੂੰ ਗ੍ਰਿਫਤਾਰ ਕੀਤਾ ਹੈ। ਇਹ ਹਨ: ਗੁਰਚਰਨ ਸਿੰਘ, ਬਲਵਿੰਦਰ ਸਿੰਘ ਉਰਫ ਬਿੰਦਰ, ਜਗਜੀਤ ਸਿੰਘ, ਕਰਮਜੀਤ ਸਿੰਘ ਅਤੇ ਪਰਮਜੀਤ ਸਿੰਘ ਉਰਫ ਪਾਲੀ। ਏਰ ਨਾਲ ਮਿਲੀਆਂ ਰਿਪੋਰਟਾਂ ਅਨੁਸਾਰ ਉਹ ਇਕ ਸਰਪੰਚ ਨੂੰ ਕਤਲ ਕਰਨ ਮਗਰੋਂ ਇਕ ਡਾਕਾ ਮਾਰਨ ਦੀ ਯੋਜਨਾ ਬਣਾ ਰਹੇ ਸਨ। ਉਨ੍ਹਾਂ ਪਾਸੋਂ ਇਕ 315 ਬੋਰ ਦਾ ਰਿਵਾਲਵਰ, ਇਕ 303 ਬੋਰ ਦੀ ਪਿਸਤੌਲ, ਇਕ ਦੇਨਾਲੀ ਬੰਦੂਕ ਅਤੇ ਲਗਪਗ 20 ਕਾਰਤੂਸ ਬਰਾਮਦ ਹੋਏ ਹਨ। ਇਸ ਤੋਂ ਇਲਾਵਾ ਉਨ੍ਹਾਂ ਪਾਸੋਂ ਇਕ ਵੀਸਟ ਕਾਰ ਵੀ ਮਿਲੀ ਹੈ। — [26, 399, 230, 552]
